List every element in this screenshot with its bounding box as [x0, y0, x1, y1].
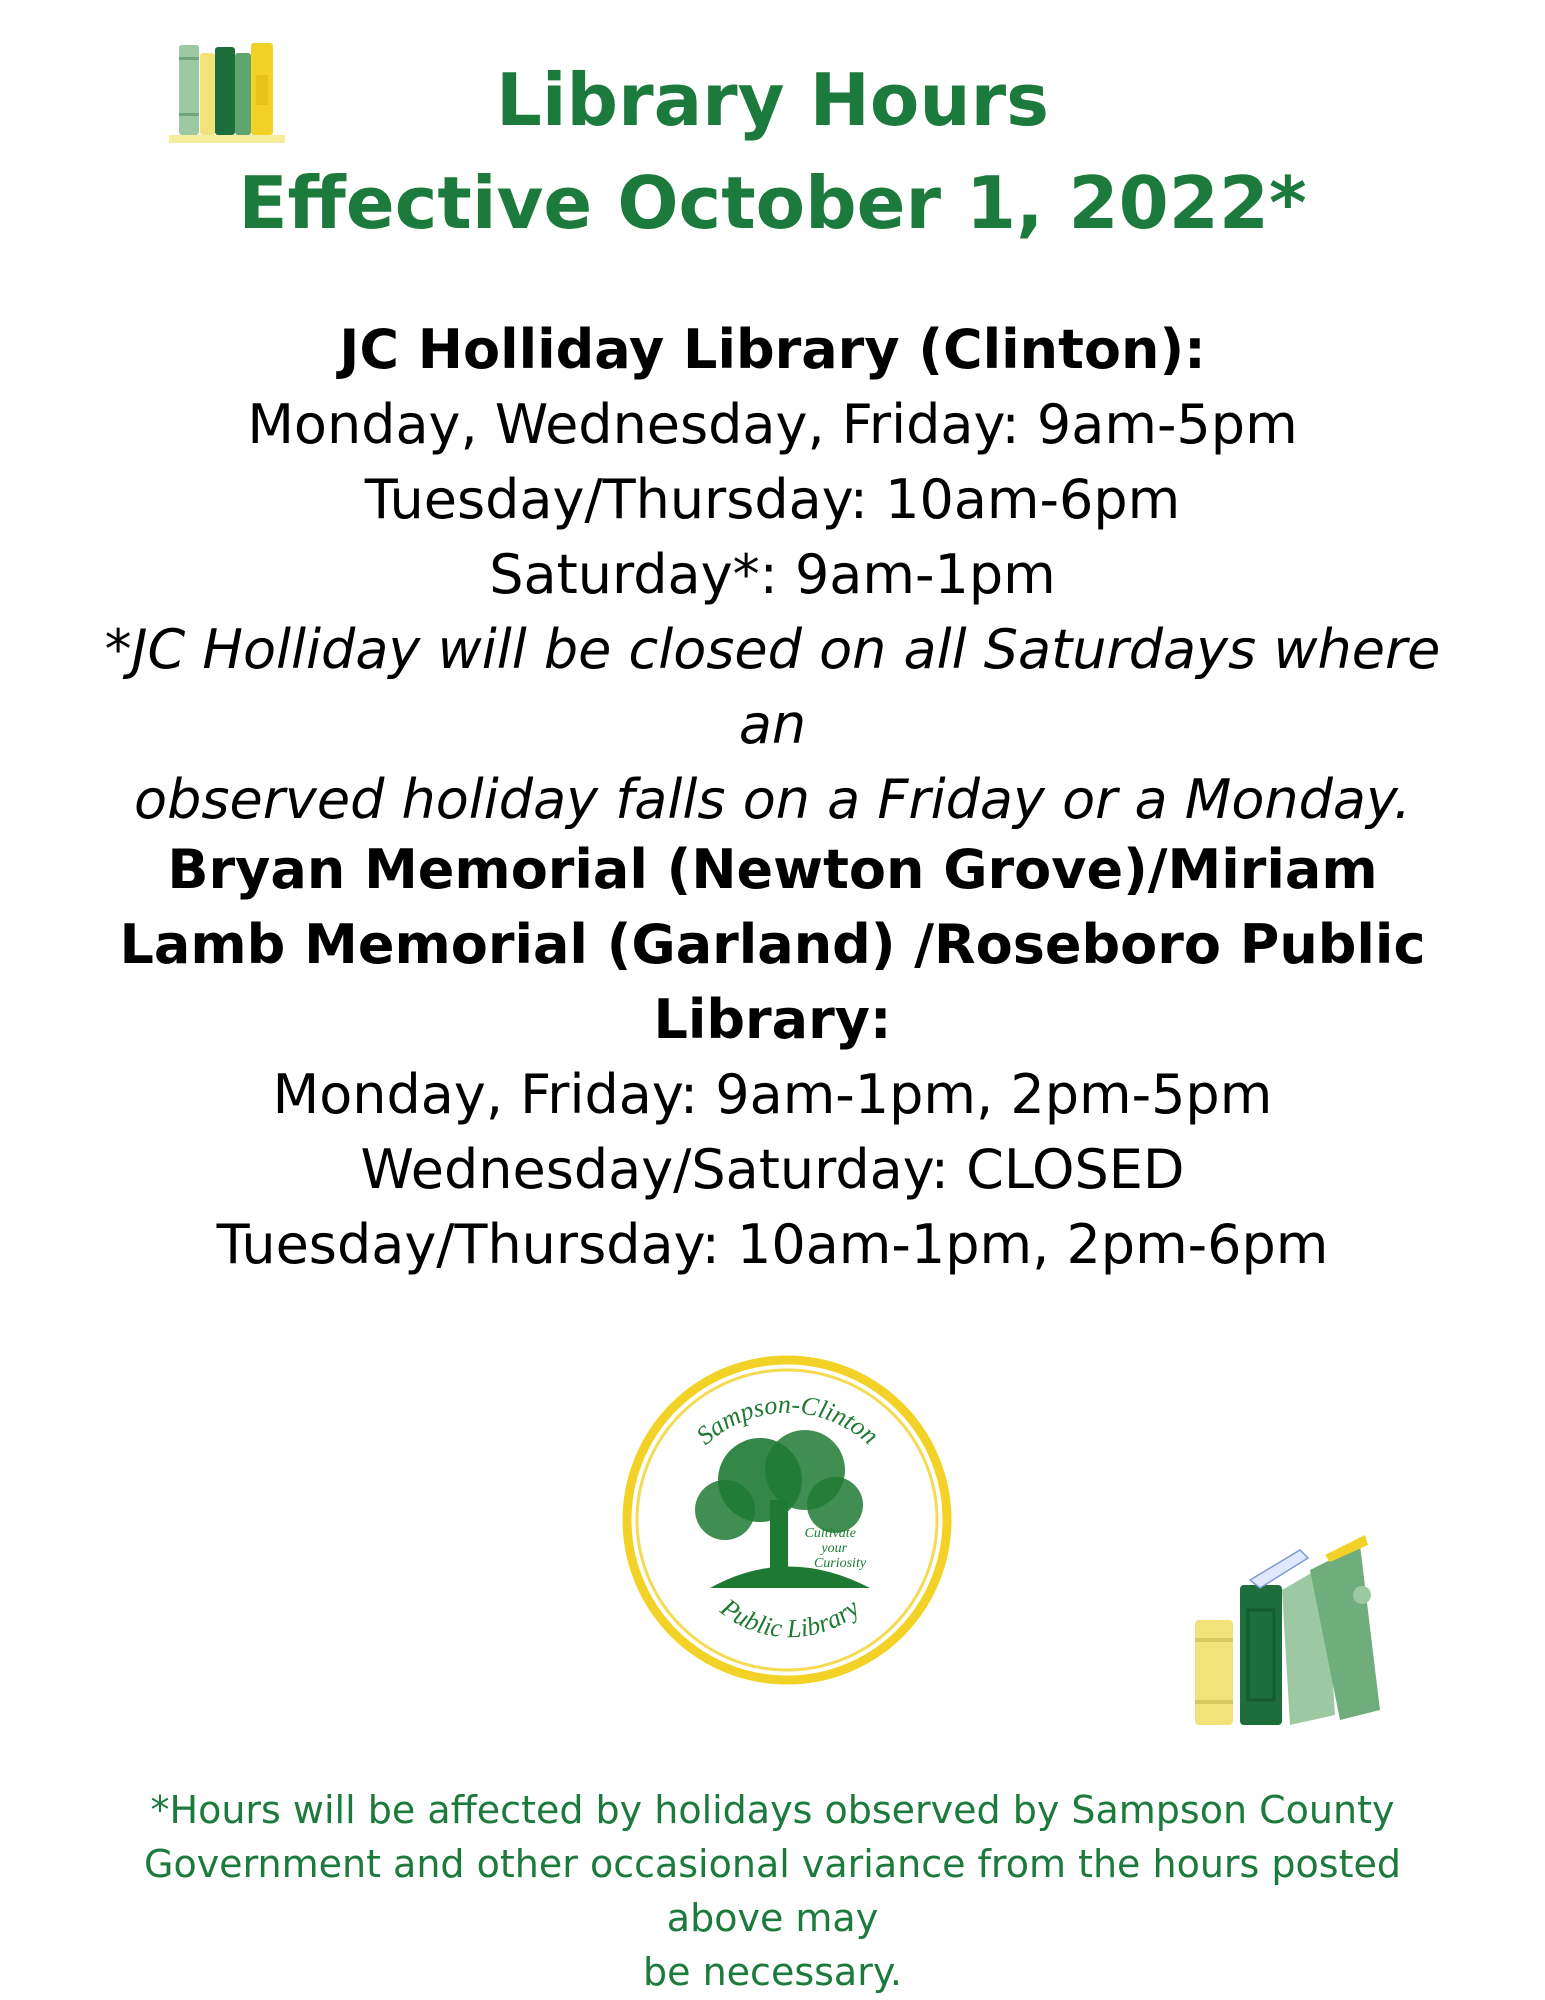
branch-heading-line: Library: [653, 988, 892, 1051]
page-title: Library Hours [495, 58, 1050, 142]
branch-hours-line: Monday, Friday: 9am-1pm, 2pm-5pm [272, 1063, 1273, 1126]
jc-hours-line: Tuesday/Thursday: 10am-6pm [364, 468, 1181, 531]
logo-tagline: Curiosity [813, 1556, 867, 1571]
branch-libraries-section [100, 832, 1445, 1282]
books-leaning-icon [1190, 1510, 1420, 1730]
svg-text:Cultivate your Curiosi [805, 1526, 867, 1571]
branch-heading-line: Lamb Memorial (Garland) /Roseboro Public [119, 913, 1426, 976]
jc-holliday-section [100, 312, 1445, 837]
logo-top-text: Sampson-Clinton [690, 1389, 885, 1451]
jc-hours-line: Monday, Wednesday, Friday: 9am-5pm [247, 393, 1298, 456]
logo-tagline: Cultivate [804, 1526, 856, 1541]
logo-tagline: your [821, 1541, 848, 1556]
footer-line: *Hours will be affected by holidays observed by Sampson County [150, 1788, 1395, 1832]
footer-disclaimer [80, 1783, 1465, 1999]
library-logo [600, 1330, 975, 1705]
branch-hours-line: Wednesday/Saturday: CLOSED [360, 1138, 1185, 1201]
effective-date-title: Effective October 1, 2022* [238, 161, 1307, 245]
jc-saturday-note: observed holiday falls on a Friday or a Monday. [134, 768, 1411, 831]
branch-hours-line: Tuesday/Thursday: 10am-1pm, 2pm-6pm [216, 1213, 1329, 1276]
jc-hours-line: Saturday*: 9am-1pm [489, 543, 1056, 606]
branch-heading-line: Bryan Memorial (Newton Grove)/Miriam [167, 838, 1378, 901]
footer-line: Government and other occasional variance from the hours posted above may [144, 1842, 1401, 1940]
jc-holliday-heading: JC Holliday Library (Clinton): [339, 318, 1206, 381]
jc-saturday-note: *JC Holliday will be closed on all Saturdays where an [104, 618, 1441, 756]
footer-line: be necessary. [643, 1950, 902, 1994]
logo-bottom-text: Public Library [715, 1592, 865, 1644]
